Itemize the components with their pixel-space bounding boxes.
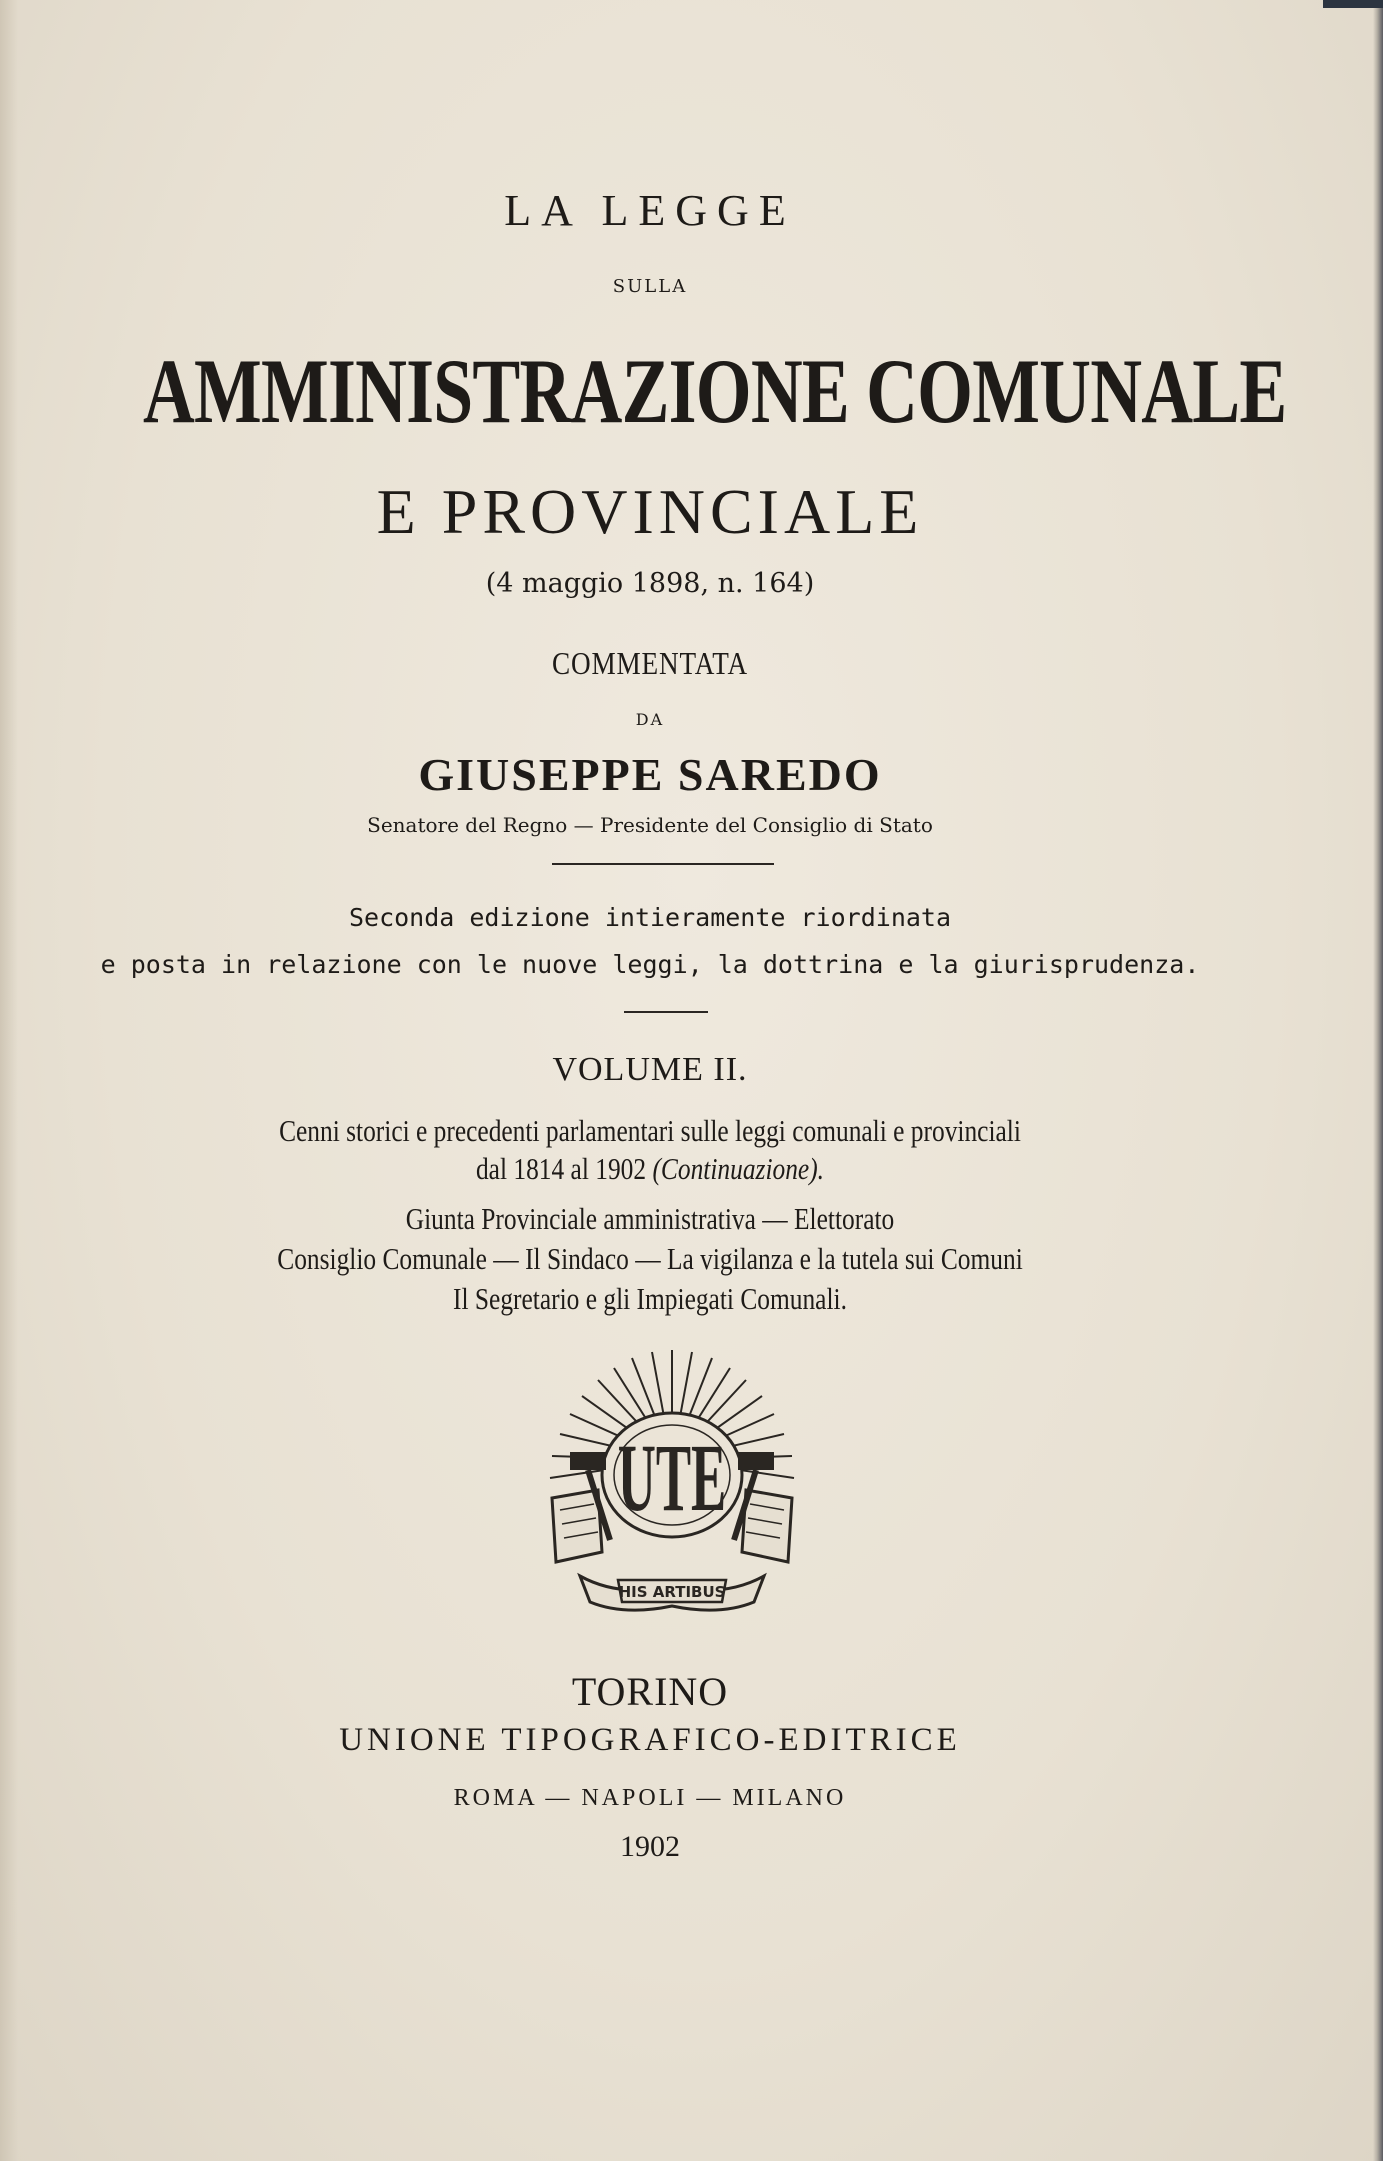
heading-sulla: SULLA — [612, 276, 688, 297]
imprint-city: TORINO — [571, 1669, 729, 1714]
main-title: AMMINISTRAZIONE COMUNALE — [143, 340, 1287, 442]
page-right-edge — [1373, 0, 1383, 2161]
law-reference: (4 maggio 1898, n. 164) — [485, 568, 815, 599]
binding-corner — [1323, 0, 1383, 8]
contents-line-5: Il Segretario e gli Impiegati Comunali. — [453, 1281, 847, 1316]
contents-line-2-main: dal 1814 al 1902 — [475, 1151, 653, 1186]
imprint-year: 1902 — [620, 1830, 680, 1863]
edition-line-2: e posta in relazione con le nuove leggi, la dottrina e la giurisprudenza. — [100, 950, 1200, 979]
contents-line-3: Giunta Provinciale amministrativa — Elettorato — [405, 1201, 895, 1236]
da-label: DA — [635, 710, 665, 729]
author-name: GIUSEPPE SAREDO — [418, 749, 882, 800]
imprint-cities: ROMA — NAPOLI — MILANO — [453, 1785, 847, 1811]
publisher-emblem — [540, 1340, 804, 1620]
divider-rule-short — [624, 1011, 708, 1013]
book-right-icon — [742, 1490, 792, 1562]
contents-line-2-italic: (Continuazione). — [652, 1151, 825, 1186]
sub-title: E PROVINCIALE — [376, 476, 924, 547]
volume-label: VOLUME II. — [552, 1051, 748, 1088]
commentata-label: COMMENTATA — [551, 645, 749, 681]
edition-line-1: Seconda edizione intieramente riordinata — [348, 903, 952, 932]
emblem-monogram: UTE — [617, 1424, 727, 1532]
motto-banner — [580, 1576, 764, 1610]
book-left-icon — [552, 1490, 602, 1562]
imprint-publisher: UNIONE TIPOGRAFICO-EDITRICE — [339, 1722, 961, 1758]
contents-line-1: Cenni storici e precedenti parlamentari sulle leggi comunali e provinciali — [279, 1113, 1021, 1148]
emblem-motto: HIS ARTIBUS — [618, 1583, 726, 1601]
contents-line-2 — [117, 1151, 1183, 1187]
contents-line-4: Consiglio Comunale — Il Sindaco — La vigilanza e la tutela sui Comuni — [277, 1241, 1023, 1276]
author-role: Senatore del Regno — Presidente del Consiglio di Stato — [367, 813, 933, 837]
divider-rule — [552, 863, 774, 865]
heading-la-legge: LA LEGGE — [504, 186, 796, 235]
